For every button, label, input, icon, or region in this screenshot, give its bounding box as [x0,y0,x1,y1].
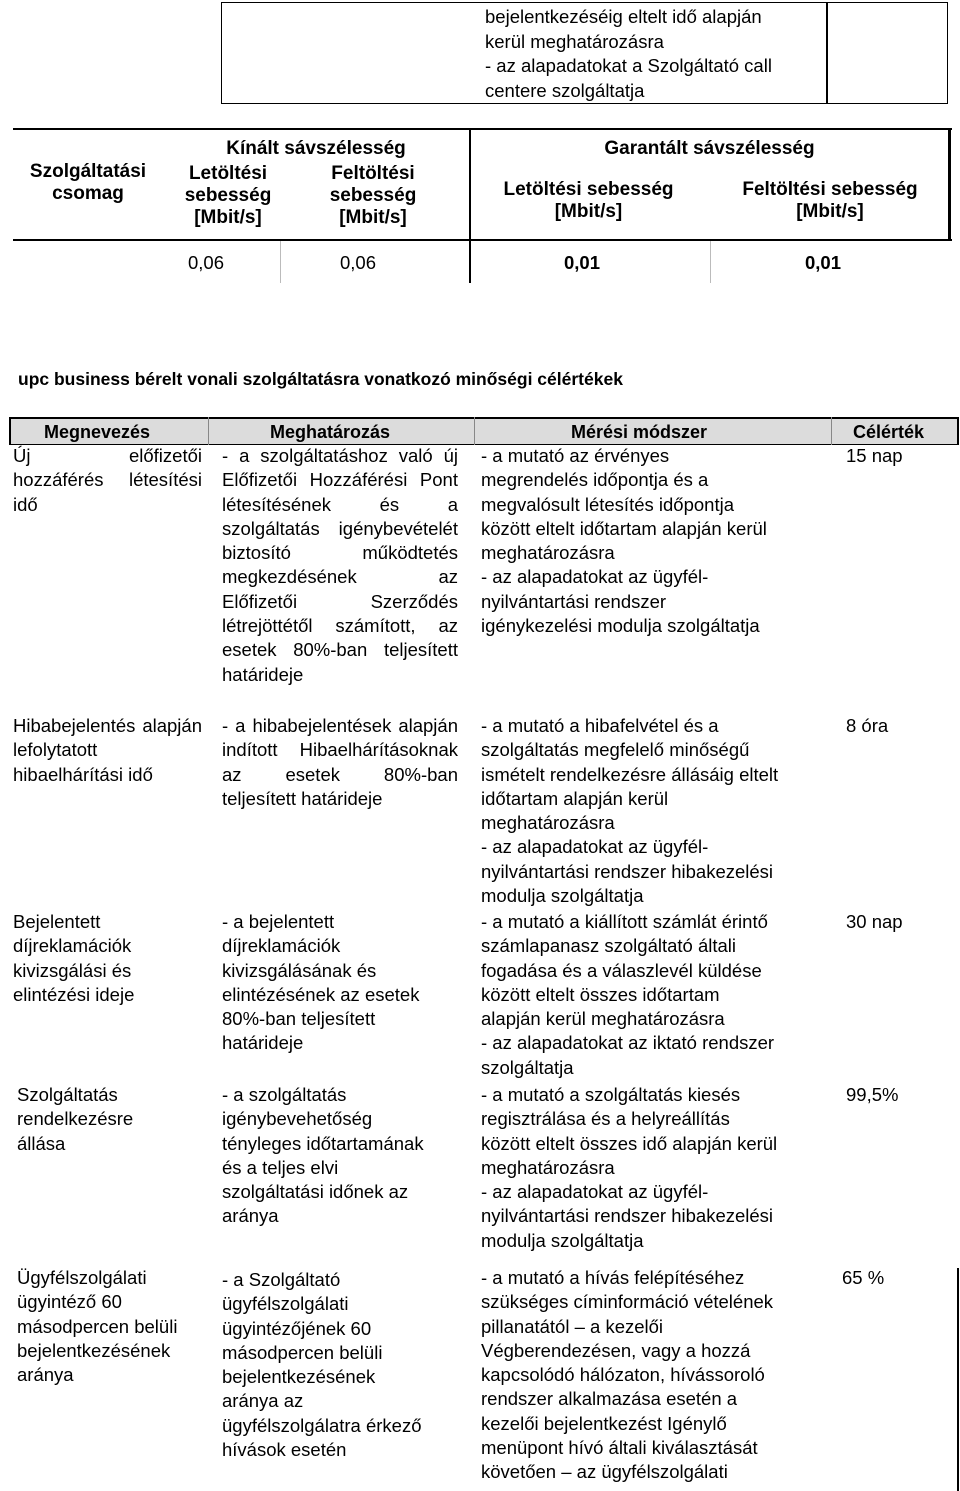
row-4-name: Szolgáltatás rendelkezésre állása [17,1084,134,1154]
row-5-target: 65 % [842,1267,885,1288]
row-2-method: - a mutató a hibafelvétel és a szolgáltatás megfelelő minőségű ismételt rendelkezésre állásáig eltelt időtartam alapján kerül meghatározásra - az alapadatokat az ügyfél- nyilvántartási rendszer hibakezelési modulja szolgáltatja [481,715,779,907]
row-4-definition: - a szolgáltatás igénybevehetőség tényleges időtartamának és a teljes elvi szolgáltatási időnek az aránya [222,1084,424,1227]
offered-download-header: Letöltési sebesség [Mbit/s] [184,163,272,228]
row-1-method: - a mutató az érvényes megrendelés időpontja és a megvalósult létesítés időpontja között eltelt időtartam alapján kerül meghatározásra - az alapadatokat az ügyfél- nyilvántartási rendszer igénykezelési modulja szolgáltatja [481,445,767,637]
header-target: Célérték [853,422,925,442]
quality-table-header [9,417,959,445]
row-1-name: Új előfizetői hozzáférés létesítési idő [13,445,202,515]
package-header: Szolgáltatási csomag [29,161,147,204]
guaranteed-download-header: Letöltési sebesség [Mbit/s] [503,179,674,222]
row-5-name: Ügyfélszolgálati ügyintéző 60 másodpercen belüli bejelentkezésének aránya [17,1267,178,1386]
row-2-target: 8 óra [846,715,889,736]
offered-upload-value: 0,06 [340,252,377,273]
bandwidth-table [13,128,952,283]
row-1-target: 15 nap [846,445,903,466]
row-2-definition: - a hibabejelentések alapján indított Hibaelhárításoknak az esetek 80%-ban teljesített határideje [222,715,458,809]
guaranteed-upload-value: 0,01 [805,252,842,273]
header-method: Mérési módszer [571,422,708,442]
row-4-method: - a mutató a szolgáltatás kiesés regisztrálása és a helyreállítás között eltelt összes idő alapján kerül meghatározásra - az alapadatokat az ügyfél- nyilvántartási rendszer hibakezelési modulja szolgáltatja [481,1084,778,1251]
guaranteed-download-value: 0,01 [564,252,601,273]
section-title: upc business bérelt vonali szolgáltatásra vonatkozó minőségi célértékek [18,369,623,389]
guaranteed-bandwidth-header: Garantált sávszélesség [604,138,815,159]
offered-upload-header: Feltöltési sebesség [Mbit/s] [329,163,417,228]
guaranteed-upload-header: Feltöltési sebesség [Mbit/s] [742,179,918,222]
header-name: Megnevezés [44,422,151,442]
header-definition: Meghatározás [270,422,391,442]
row-2-name: Hibabejelentés alapján lefolytatott hibaelhárítási idő [13,715,202,785]
row-4-target: 99,5% [846,1084,899,1105]
row-1-definition: - a szolgáltatáshoz való új Előfizetői Hozzáférési Pont létesítésének és a szolgáltatás igénybevételét biztosító működtetés megkezdésének az Előfizetői Szerződés létrejöttétől számított, az esetek 80%-ban teljesített határideje [222,445,458,685]
row-3-definition: - a bejelentett díjreklamációk kivizsgálásának és elintézésének az esetek 80%-ban teljesített határideje [222,911,420,1054]
row-5-definition: - a Szolgáltató ügyfélszolgálati ügyintézőjének 60 másodpercen belüli bejelentkezésének aránya az ügyfélszolgálatra érkező hívások esetén [222,1269,422,1461]
row-3-target: 30 nap [846,911,903,932]
row-5-method: - a mutató a hívás felépítéséhez szükséges címinformáció vételének pillanatától – a kezelői Végberendezésen, vagy a hozzá kapcsolódó hálózaton, hívássoroló rendszer alkalmazása esetén a kezelői bejelentkezést Igénylő menüpont hívó általi kiválasztását követően – az ügyfélszolgálati [481,1267,774,1483]
offered-bandwidth-header: Kínált sávszélesség [226,138,406,159]
row-3-method: - a mutató a kiállított számlát érintő számlapanasz szolgáltató általi fogadása és a válaszlevél küldése között eltelt összes időtartam alapján kerül meghatározásra - az alapadatokat az iktató rendszer szolgáltatja [481,911,775,1078]
continuation-table-divider [826,3,828,103]
continuation-text: bejelentkezéséig eltelt idő alapján kerül meghatározásra - az alapadatokat a Szolgáltató call centere szolgáltatja [485,6,772,101]
row-3-name: Bejelentett díjreklamációk kivizsgálási és elintézési ideje [13,911,135,1005]
offered-download-value: 0,06 [188,252,225,273]
